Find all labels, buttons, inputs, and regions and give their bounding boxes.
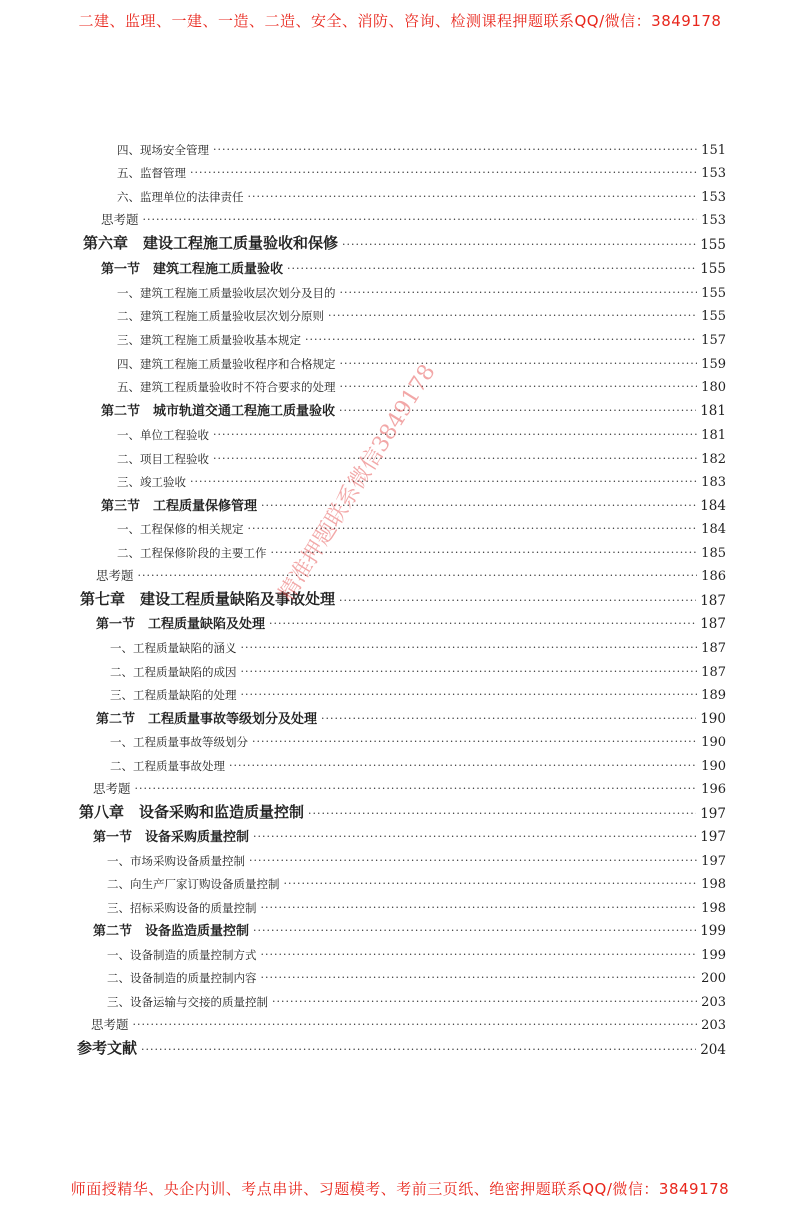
toc-entry (117, 470, 726, 490)
toc-leader-dots (339, 593, 696, 609)
toc-entry-page: 183 (701, 475, 726, 490)
toc-entry (117, 304, 726, 324)
toc-leader-dots (135, 781, 698, 797)
toc-entry (93, 919, 726, 939)
watermark: 精准押题联系微信3849178 (274, 360, 441, 606)
toc-entry-title: 第六章 建设工程施工质量验收和保修 (83, 234, 339, 252)
toc-entry-title: 二、工程质量事故处理 (110, 759, 225, 773)
toc-entry-page: 190 (701, 759, 726, 774)
toc-entry-title: 六、监理单位的法律责任 (117, 190, 244, 204)
toc-leader-dots (287, 261, 696, 277)
toc-entry-title: 参考文献 (77, 1039, 138, 1057)
toc-entry (91, 1013, 726, 1033)
toc-leader-dots (284, 876, 698, 892)
toc-entry-page: 196 (701, 782, 726, 797)
toc-entry-page: 197 (700, 829, 726, 845)
toc-entry-title: 二、项目工程验收 (117, 452, 209, 466)
toc-entry-title: 一、工程质量事故等级划分 (110, 735, 248, 749)
toc-entry (80, 589, 726, 609)
toc-entry (117, 423, 726, 443)
toc-entry-page: 198 (701, 877, 726, 892)
toc-entry (107, 990, 726, 1010)
toc-entry (110, 636, 726, 656)
toc-leader-dots (213, 451, 697, 467)
toc-entry-page: 197 (700, 806, 726, 822)
toc-leader-dots (253, 923, 696, 939)
toc-entry-title: 五、监督管理 (117, 166, 186, 180)
toc-entry (110, 730, 726, 750)
toc-entry-page: 187 (701, 641, 726, 656)
toc-entry-page: 155 (701, 309, 726, 324)
toc-entry-title: 一、设备制造的质量控制方式 (107, 948, 257, 962)
toc-entry (110, 754, 726, 774)
toc-entry-title: 二、建筑工程施工质量验收层次划分原则 (117, 309, 324, 323)
toc-entry-title: 一、工程质量缺陷的涵义 (110, 641, 237, 655)
toc-entry-title: 一、市场采购设备质量控制 (107, 854, 245, 868)
toc-entry (96, 564, 726, 584)
toc-entry-page: 187 (700, 616, 726, 632)
toc-entry-title: 第三节 工程质量保修管理 (101, 499, 258, 514)
toc-leader-dots (261, 947, 698, 963)
toc-entry-page: 199 (700, 923, 726, 939)
toc-entry-page: 189 (701, 688, 726, 703)
toc-entry-title: 第八章 设备采购和监造质量控制 (79, 803, 305, 821)
toc-leader-dots (340, 285, 698, 301)
toc-leader-dots (252, 734, 697, 750)
toc-leader-dots (269, 616, 696, 632)
toc-entry-page: 190 (700, 711, 726, 727)
toc-leader-dots (342, 237, 696, 253)
toc-entry-title: 第二节 设备监造质量控制 (93, 924, 250, 939)
toc-entry (117, 281, 726, 301)
toc-entry-title: 思考题 (96, 568, 134, 583)
toc-entry-title: 第一节 建筑工程施工质量验收 (101, 262, 284, 277)
toc-entry-title: 三、招标采购设备的质量控制 (107, 901, 257, 915)
toc-leader-dots (261, 900, 698, 916)
toc-leader-dots (213, 427, 697, 443)
toc-entry-page: 203 (701, 1018, 726, 1033)
toc-entry-page: 180 (701, 380, 726, 395)
toc-entry-title: 三、建筑工程施工质量验收基本规定 (117, 333, 301, 347)
toc-entry-title: 二、向生产厂家订购设备质量控制 (107, 877, 280, 891)
toc-entry-title: 思考题 (93, 781, 131, 796)
toc-leader-dots (190, 474, 697, 490)
toc-entry-page: 187 (701, 665, 726, 680)
toc-leader-dots (229, 758, 697, 774)
toc-entry-page: 198 (701, 901, 726, 916)
toc-entry-title: 二、工程质量缺陷的成因 (110, 665, 237, 679)
toc-entry-title: 思考题 (91, 1017, 129, 1032)
toc-entry-title: 第二节 工程质量事故等级划分及处理 (96, 712, 318, 727)
toc-leader-dots (272, 994, 697, 1010)
toc-entry-page: 186 (701, 569, 726, 584)
toc-entry-title: 一、单位工程验收 (117, 428, 209, 442)
toc-entry-page: 190 (701, 735, 726, 750)
toc-entry-title: 二、设备制造的质量控制内容 (107, 971, 257, 985)
toc-entry-page: 184 (701, 522, 726, 537)
toc-entry (77, 1038, 726, 1058)
toc-leader-dots (241, 640, 698, 656)
toc-entry-page: 204 (700, 1042, 726, 1058)
toc-entry (96, 612, 726, 632)
toc-entry (93, 777, 726, 797)
toc-leader-dots (261, 970, 698, 986)
toc-entry (117, 328, 726, 348)
toc-entry-title: 第二节 城市轨道交通工程施工质量验收 (101, 404, 336, 419)
toc-entry (110, 660, 726, 680)
top-banner: 二建、监理、一建、一造、二造、安全、消防、咨询、检测课程押题联系QQ/微信：3849178 (78, 12, 722, 30)
toc-entry-title: 思考题 (101, 212, 139, 227)
toc-leader-dots (321, 711, 696, 727)
toc-entry-title: 一、建筑工程施工质量验收层次划分及目的 (117, 286, 336, 300)
toc-entry (107, 966, 726, 986)
toc-entry-page: 187 (700, 593, 726, 609)
toc-entry (107, 849, 726, 869)
toc-entry-page: 181 (700, 403, 726, 419)
toc-entry-page: 151 (701, 143, 726, 158)
toc-entry-page: 153 (701, 190, 726, 205)
toc-leader-dots (241, 664, 698, 680)
toc-entry (101, 208, 726, 228)
toc-leader-dots (271, 545, 698, 561)
toc-entry-title: 四、建筑工程施工质量验收程序和合格规定 (117, 357, 336, 371)
toc-entry-page: 153 (701, 166, 726, 181)
toc-entry-page: 155 (701, 286, 726, 301)
toc-entry-page: 200 (701, 971, 726, 986)
toc-entry (117, 517, 726, 537)
toc-leader-dots (249, 853, 697, 869)
toc-entry-page: 155 (700, 261, 726, 277)
toc-leader-dots (133, 1017, 698, 1033)
toc-entry (83, 233, 726, 253)
toc-entry-title: 第七章 建设工程质量缺陷及事故处理 (80, 590, 336, 608)
toc-entry (96, 707, 726, 727)
toc-leader-dots (213, 142, 697, 158)
toc-leader-dots (143, 212, 698, 228)
toc-entry-page: 159 (701, 357, 726, 372)
toc-leader-dots (253, 829, 696, 845)
toc-entry-title: 三、竣工验收 (117, 475, 186, 489)
toc-leader-dots (138, 568, 698, 584)
toc-entry (117, 161, 726, 181)
toc-entry (117, 541, 726, 561)
toc-entry-page: 157 (701, 333, 726, 348)
toc-leader-dots (308, 806, 696, 822)
toc-entry-page: 199 (701, 948, 726, 963)
toc-entry (101, 257, 726, 277)
toc-entry-title: 三、工程质量缺陷的处理 (110, 688, 237, 702)
toc-entry (107, 872, 726, 892)
bottom-banner: 师面授精华、央企内训、考点串讲、习题模考、考前三页纸、绝密押题联系QQ/微信：3849178 (70, 1180, 730, 1198)
toc-entry-title: 一、工程保修的相关规定 (117, 522, 244, 536)
toc-entry (117, 185, 726, 205)
toc-entry (107, 896, 726, 916)
toc-entry-title: 第一节 工程质量缺陷及处理 (96, 617, 266, 632)
toc-entry-title: 第一节 设备采购质量控制 (93, 830, 250, 845)
toc-leader-dots (248, 189, 698, 205)
toc-leader-dots (305, 332, 697, 348)
toc-leader-dots (141, 1042, 696, 1058)
toc-leader-dots (241, 687, 698, 703)
toc-entry-page: 155 (700, 237, 726, 253)
toc-entry-title: 二、工程保修阶段的主要工作 (117, 546, 267, 560)
toc-entry-page: 181 (701, 428, 726, 443)
toc-entry (101, 494, 726, 514)
toc-entry-title: 三、设备运输与交接的质量控制 (107, 995, 268, 1009)
toc-entry (110, 683, 726, 703)
toc-entry-page: 184 (700, 498, 726, 514)
toc-leader-dots (340, 356, 698, 372)
toc-entry (117, 138, 726, 158)
toc-entry-title: 五、建筑工程质量验收时不符合要求的处理 (117, 380, 336, 394)
toc-entry-page: 203 (701, 995, 726, 1010)
toc-entry (79, 802, 726, 822)
toc-leader-dots (328, 308, 697, 324)
toc-entry-page: 182 (701, 452, 726, 467)
toc-entry-page: 153 (701, 213, 726, 228)
toc-entry-page: 185 (701, 546, 726, 561)
toc-entry (93, 825, 726, 845)
toc-entry (107, 943, 726, 963)
toc-leader-dots (190, 165, 697, 181)
toc-entry-page: 197 (701, 854, 726, 869)
toc-entry (117, 447, 726, 467)
toc-entry-title: 四、现场安全管理 (117, 143, 209, 157)
